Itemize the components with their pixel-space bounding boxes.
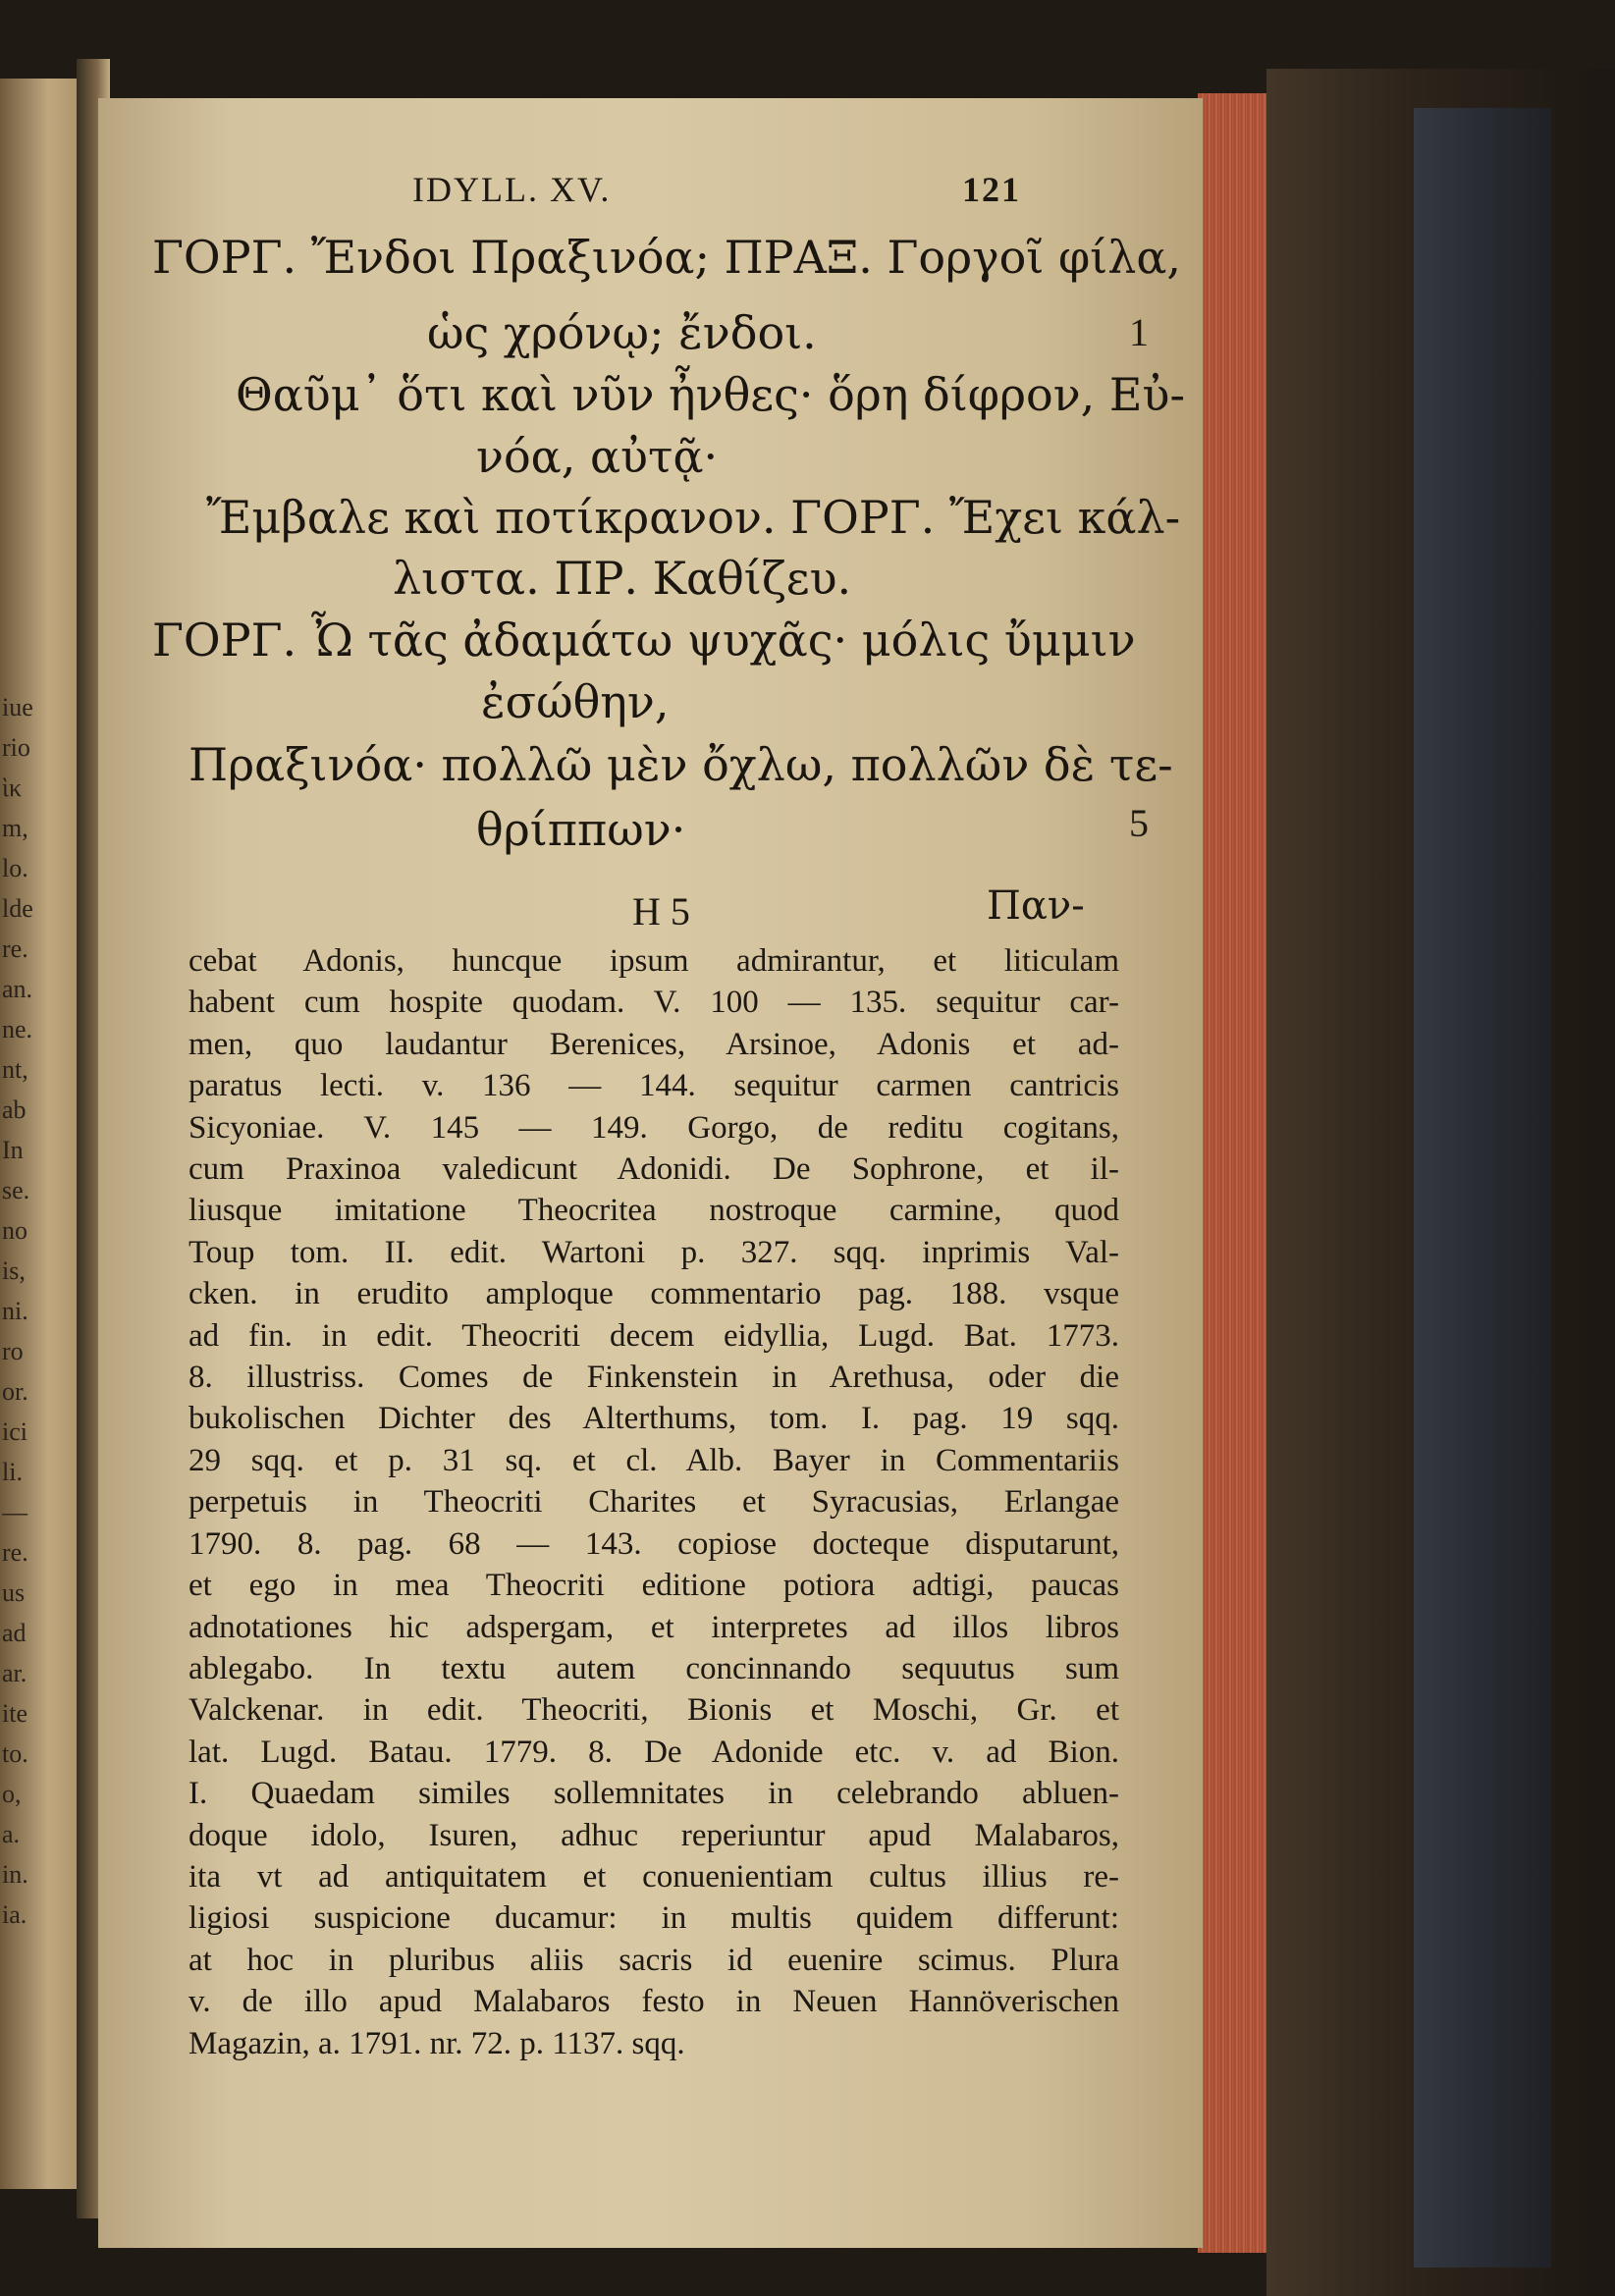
- verse-line: ἐσώθην,: [481, 675, 670, 728]
- fragment: ni.: [2, 1297, 28, 1325]
- fragment: or.: [2, 1377, 28, 1406]
- prose-line: ligiosi suspicione ducamur: in multis quidem differunt:: [188, 1900, 1119, 1937]
- fragment: nt,: [2, 1055, 28, 1084]
- fragment: a.: [2, 1820, 21, 1848]
- line-number: 5: [1129, 801, 1149, 845]
- fragment: ia.: [2, 1900, 27, 1929]
- right-page: [98, 98, 1203, 2248]
- fragment: to.: [2, 1739, 28, 1768]
- fragment: li.: [2, 1458, 23, 1486]
- fragment: re.: [2, 934, 28, 963]
- fragment: rio: [2, 733, 30, 762]
- verse-line: θρίππων·: [476, 803, 686, 856]
- prose-line: cebat Adonis, huncque ipsum admirantur, et liticulam: [188, 943, 1119, 979]
- verse-line: λιστα. ΠΡ. Καθίζευ.: [393, 552, 852, 605]
- prose-line: lat. Lugd. Batau. 1779. 8. De Adonide etc. v. ad Bion.: [188, 1734, 1119, 1770]
- prose-line: ablegabo. In textu autem concinnando sequutus sum: [188, 1650, 1119, 1686]
- verse-line: ΓΟΡΓ. Ἔνδοι Πραξινόα; ΠΡΑΞ. Γοργοῖ φίλα,: [152, 231, 1182, 284]
- prose-line: 29 sqq. et p. 31 sq. et cl. Alb. Bayer in Commentariis: [188, 1442, 1119, 1478]
- fragment: iue: [2, 693, 33, 721]
- fragment: —: [2, 1498, 27, 1526]
- verse-line: Θαῦμ᾽ ὅτι καὶ νῦν ἦνθες· ὅρη δίφρον, Εὐ-: [236, 368, 1185, 421]
- catchword: Παν-: [987, 883, 1085, 929]
- fragment: us: [2, 1578, 26, 1607]
- running-header: [412, 169, 1021, 218]
- fragment: ne.: [2, 1015, 33, 1043]
- verse-line: ὡς χρόνῳ; ἔνδοι.: [427, 306, 817, 359]
- prose-line: ad fin. in edit. Theocriti decem eidyllia, Lugd. Bat. 1773.: [188, 1317, 1119, 1354]
- left-page-edge: [0, 79, 88, 2189]
- verse-line: Πραξινόα· πολλῶ μὲν ὄχλω, πολλῶν δὲ τε-: [188, 738, 1173, 791]
- fragment: re.: [2, 1538, 28, 1567]
- prose-line: ita vt ad antiquitatem et conuenientiam cultus illius re-: [188, 1858, 1119, 1895]
- fragment: ad: [2, 1619, 27, 1647]
- verse-line: ΓΟΡΓ. Ὦ τᾶς ἀδαμάτω ψυχᾶς· μόλις ὔμμιν: [152, 614, 1136, 667]
- prose-line: Sicyoniae. V. 145 — 149. Gorgo, de reditu cogitans,: [188, 1109, 1119, 1146]
- prose-line: cum Praxinoa valedicunt Adonidi. De Sophrone, et il-: [188, 1151, 1119, 1188]
- prose-line: 1790. 8. pag. 68 — 143. copiose docteque disputarunt,: [188, 1525, 1119, 1562]
- fragment: ar.: [2, 1659, 27, 1687]
- prose-line: v. de illo apud Malabaros festo in Neuen Hannöverischen: [188, 1984, 1119, 2020]
- prose-line: I. Quaedam similes sollemnitates in celebrando abluen-: [188, 1776, 1119, 1812]
- prose-line: Valckenar. in edit. Theocriti, Bionis et Moschi, Gr. et: [188, 1692, 1119, 1729]
- prose-line: 8. illustriss. Comes de Finkenstein in Arethusa, oder die: [188, 1360, 1119, 1396]
- fragment: lo.: [2, 854, 28, 882]
- fragment: m,: [2, 814, 28, 842]
- prose-line: Toup tom. II. edit. Wartoni p. 327. sqq. inprimis Val-: [188, 1234, 1119, 1270]
- prose-line: habent cum hospite quodam. V. 100 — 135. sequitur car-: [188, 985, 1119, 1021]
- prose-line: Magazin, a. 1791. nr. 72. p. 1137. sqq.: [188, 2025, 685, 2061]
- fragment: an.: [2, 975, 33, 1003]
- fragment: o,: [2, 1780, 22, 1808]
- fragment: ὶκ: [2, 774, 23, 802]
- fragment: ab: [2, 1095, 27, 1124]
- fragment: lde: [2, 894, 33, 923]
- commentary-text: [188, 940, 1119, 2064]
- prose-line: bukolischen Dichter des Alterthums, tom. I. pag. 19 sqq.: [188, 1401, 1119, 1437]
- prose-line: perpetuis in Theocriti Charites et Syracusias, Erlangae: [188, 1484, 1119, 1521]
- prose-line: doque idolo, Isuren, adhuc reperiuntur apud Malabaros,: [188, 1817, 1119, 1853]
- prose-line: et ego in mea Theocriti editione potiora adtigi, paucas: [188, 1568, 1119, 1604]
- fragment: is,: [2, 1256, 26, 1285]
- prose-line: men, quo laudantur Berenices, Arsinoe, Adonis et ad-: [188, 1026, 1119, 1062]
- page-edges: [1198, 93, 1266, 2253]
- running-title: IDYLL. XV.: [412, 170, 612, 209]
- signature-mark: H 5: [632, 889, 690, 934]
- fragment: ite: [2, 1699, 27, 1728]
- left-page-fragments: [2, 687, 81, 1935]
- fragment: in.: [2, 1860, 28, 1889]
- prose-line: at hoc in pluribus aliis sacris id euenire scimus. Plura: [188, 1942, 1119, 1978]
- fragment: ro: [2, 1337, 24, 1365]
- fragment: ici: [2, 1417, 27, 1446]
- line-number: 1: [1129, 310, 1149, 354]
- prose-line: cken. in erudito amploque commentario pag. 188. vsque: [188, 1276, 1119, 1312]
- fragment: In: [2, 1136, 24, 1164]
- fragment: se.: [2, 1176, 30, 1204]
- prose-line: adnotationes hic adspergam, et interpretes ad illos libros: [188, 1609, 1119, 1645]
- prose-line: liusque imitatione Theocritea nostroque carmine, quod: [188, 1193, 1119, 1229]
- prose-line: paratus lecti. v. 136 — 144. sequitur carmen cantricis: [188, 1068, 1119, 1104]
- cover-cloth-strip: [1414, 108, 1551, 2268]
- verse-line: Ἔμβαλε καὶ ποτίκρανον. ΓΟΡΓ. Ἔχει κάλ-: [206, 491, 1181, 544]
- fragment: no: [2, 1216, 27, 1245]
- verse-line: νόα, αὐτᾷ·: [476, 430, 719, 483]
- page-number: 121: [962, 170, 1021, 209]
